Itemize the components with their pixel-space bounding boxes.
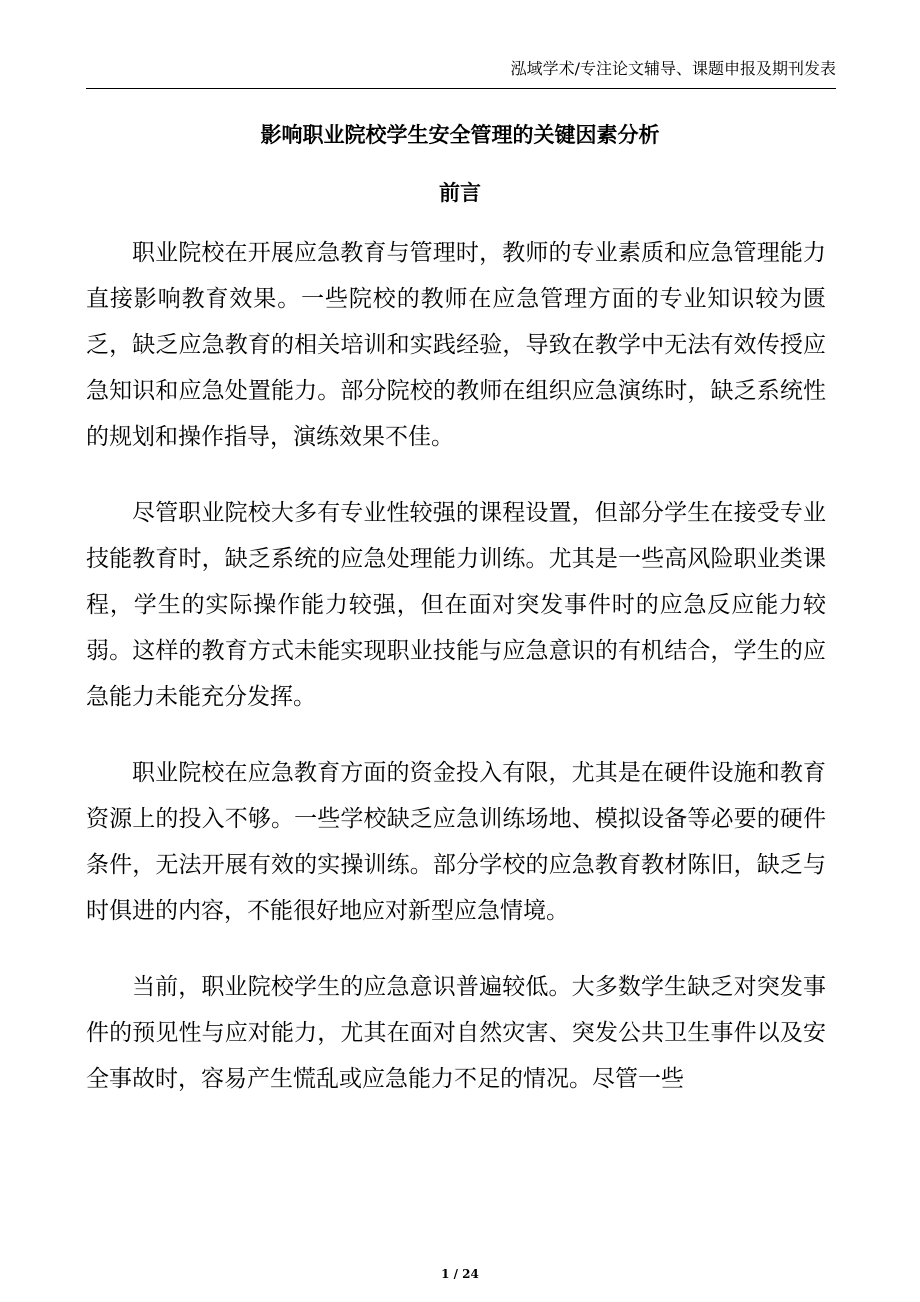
document-title: 影响职业院校学生安全管理的关键因素分析	[260, 123, 660, 147]
page-header: 泓域学术/专注论文辅导、课题申报及期刊发表	[510, 59, 836, 78]
header-divider	[86, 88, 836, 89]
page-number: 1 / 24	[441, 1267, 479, 1281]
section-heading: 前言	[439, 181, 481, 205]
paragraph-3: 职业院校在应急教育方面的资金投入有限，尤其是在硬件设施和教育资源上的投入不够。一些学校缺乏应急训练场地、模拟设备等必要的硬件条件，无法开展有效的实操训练。部分学校的应急教育教材陈旧，缺乏与时俱进的内容，不能很好地应对新型应急情境。	[86, 760, 826, 924]
paragraph-1: 职业院校在开展应急教育与管理时，教师的专业素质和应急管理能力直接影响教育效果。一些院校的教师在应急管理方面的专业知识较为匮乏，缺乏应急教育的相关培训和实践经验，导致在教学中无法有效传授应急知识和应急处置能力。部分院校的教师在组织应急演练时，缺乏系统性的规划和操作指导，演练效果不佳。	[86, 240, 826, 450]
paragraph-2: 尽管职业院校大多有专业性较强的课程设置，但部分学生在接受专业技能教育时，缺乏系统的应急处理能力训练。尤其是一些高风险职业类课程，学生的实际操作能力较强，但在面对突发事件时的应急反应能力较弱。这样的教育方式未能实现职业技能与应急意识的有机结合，学生的应急能力未能充分发挥。	[86, 500, 826, 710]
body-text	[86, 230, 826, 1132]
paragraph-4: 当前，职业院校学生的应急意识普遍较低。大多数学生缺乏对突发事件的预见性与应对能力，尤其在面对自然灾害、突发公共卫生事件以及安全事故时，容易产生慌乱或应急能力不足的情况。尽管一些	[86, 974, 826, 1092]
